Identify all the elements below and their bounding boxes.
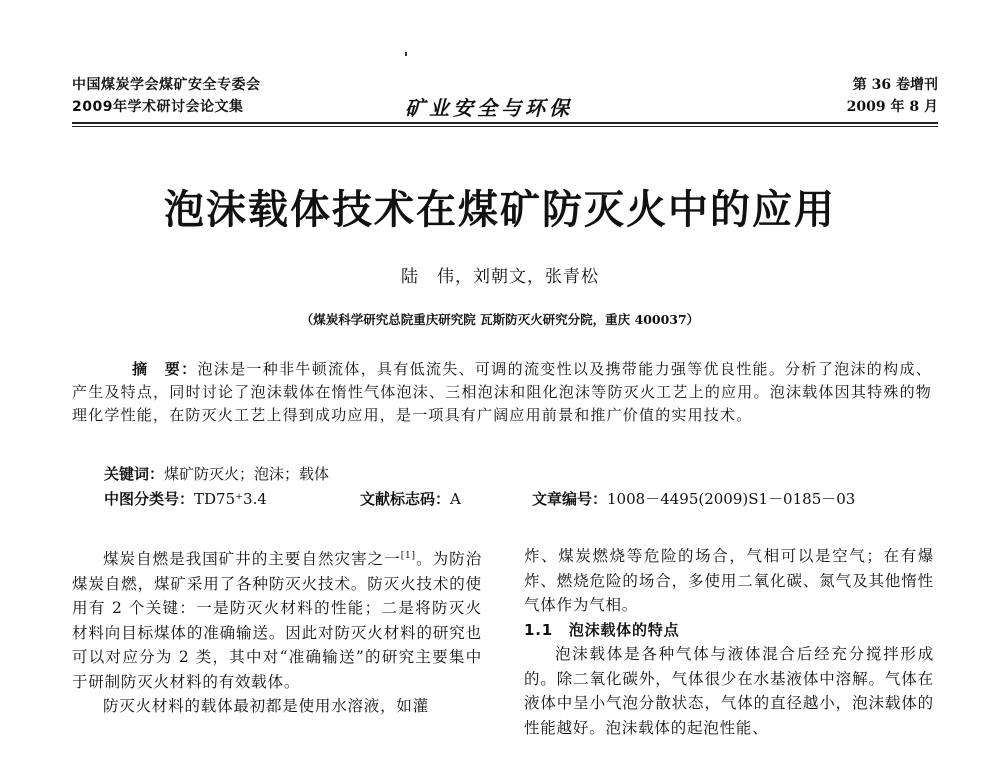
header-org: 中国煤炭学会煤矿安全专委会	[72, 77, 261, 93]
article-no-field	[532, 487, 855, 511]
affiliation: （煤炭科学研究总院重庆研究院 瓦斯防灭火研究分院，重庆 400037）	[300, 312, 700, 327]
header-date: 2009 年 8 月	[846, 99, 938, 115]
abstract-text: 泡沫是一种非牛顿流体，具有低流失、可调的流变性以及携带能力强等优良性能。分析了泡沫的构成、产生及特点，同时讨论了泡沫载体在惰性气体泡沫、三相泡沫和阻化泡沫等防灭火工艺上的应用。泡沫载体因其特殊的物理化学性能，在防灭火工艺上得到成功应用，是一项具有广阔应用前景和推广价值的实用技术。	[72, 360, 932, 424]
paragraph: 泡沫载体是各种气体与液体混合后经充分搅拌形成的。除二氧化碳外，气体很少在水基液体中溶解。气体在液体中呈小气泡分散状态，气体的直径越小，泡沫载体的性能越好。泡沫载体的起泡性能、	[524, 645, 934, 737]
keywords	[104, 462, 329, 486]
journal-name: 矿业安全与环保	[405, 96, 573, 120]
body-column-left	[72, 544, 482, 719]
clc-value: TD75⁺3.4	[194, 490, 267, 508]
paragraph-text: 。为防治煤炭自燃，煤矿采用了各种防灭火技术。防灭火技术的使用有 2 个关键：一是防灭火材料的性能；二是将防灭火材料向目标煤体的准确输送。因此对防灭火材料的研究也可以对应分为 2 类，其中对“准确输送”的研究主要集中于研制防灭火材料的有效载体。	[72, 550, 482, 691]
paragraph	[72, 544, 482, 694]
citation-ref: [1]	[400, 551, 416, 561]
classification-line	[104, 487, 934, 511]
header-volume: 第 36 卷增刊	[852, 77, 938, 93]
article-no-value: 1008－4495(2009)S1－0185－03	[607, 490, 856, 508]
abstract-label: 摘 要：	[132, 360, 198, 378]
doc-code-field	[360, 487, 461, 511]
paragraph: 防灭火材料的载体最初都是使用水溶液，如灌	[103, 697, 430, 716]
authors: 陆 伟，刘朝文，张青松	[401, 267, 599, 287]
paragraph: 炸、煤炭燃烧等危险的场合，气相可以是空气；在有爆炸、燃烧危险的场合，多使用二氧化碳、氮气及其他惰性气体作为气相。	[524, 547, 934, 614]
paper-title: 泡沫载体技术在煤矿防灭火中的应用	[164, 187, 836, 233]
keywords-label: 关键词：	[104, 465, 165, 483]
header-rule	[72, 122, 938, 127]
doc-code-value: A	[450, 490, 461, 508]
scan-speck	[405, 52, 407, 56]
clc-label: 中图分类号：	[104, 490, 195, 508]
article-no-label: 文章编号：	[532, 490, 608, 508]
body-column-right	[524, 544, 934, 740]
doc-code-label: 文献标志码：	[360, 490, 451, 508]
keywords-text: 煤矿防灭火；泡沫；载体	[164, 465, 330, 483]
running-header-right	[847, 74, 938, 118]
section-heading: 1.1 泡沫载体的特点	[524, 620, 680, 639]
abstract	[72, 358, 932, 427]
header-proceedings: 2009年学术研讨会论文集	[72, 99, 244, 115]
clc-field	[104, 490, 267, 508]
running-header-left	[72, 74, 261, 118]
paragraph-text: 煤炭自燃是我国矿井的主要自然灾害之一	[103, 550, 401, 569]
